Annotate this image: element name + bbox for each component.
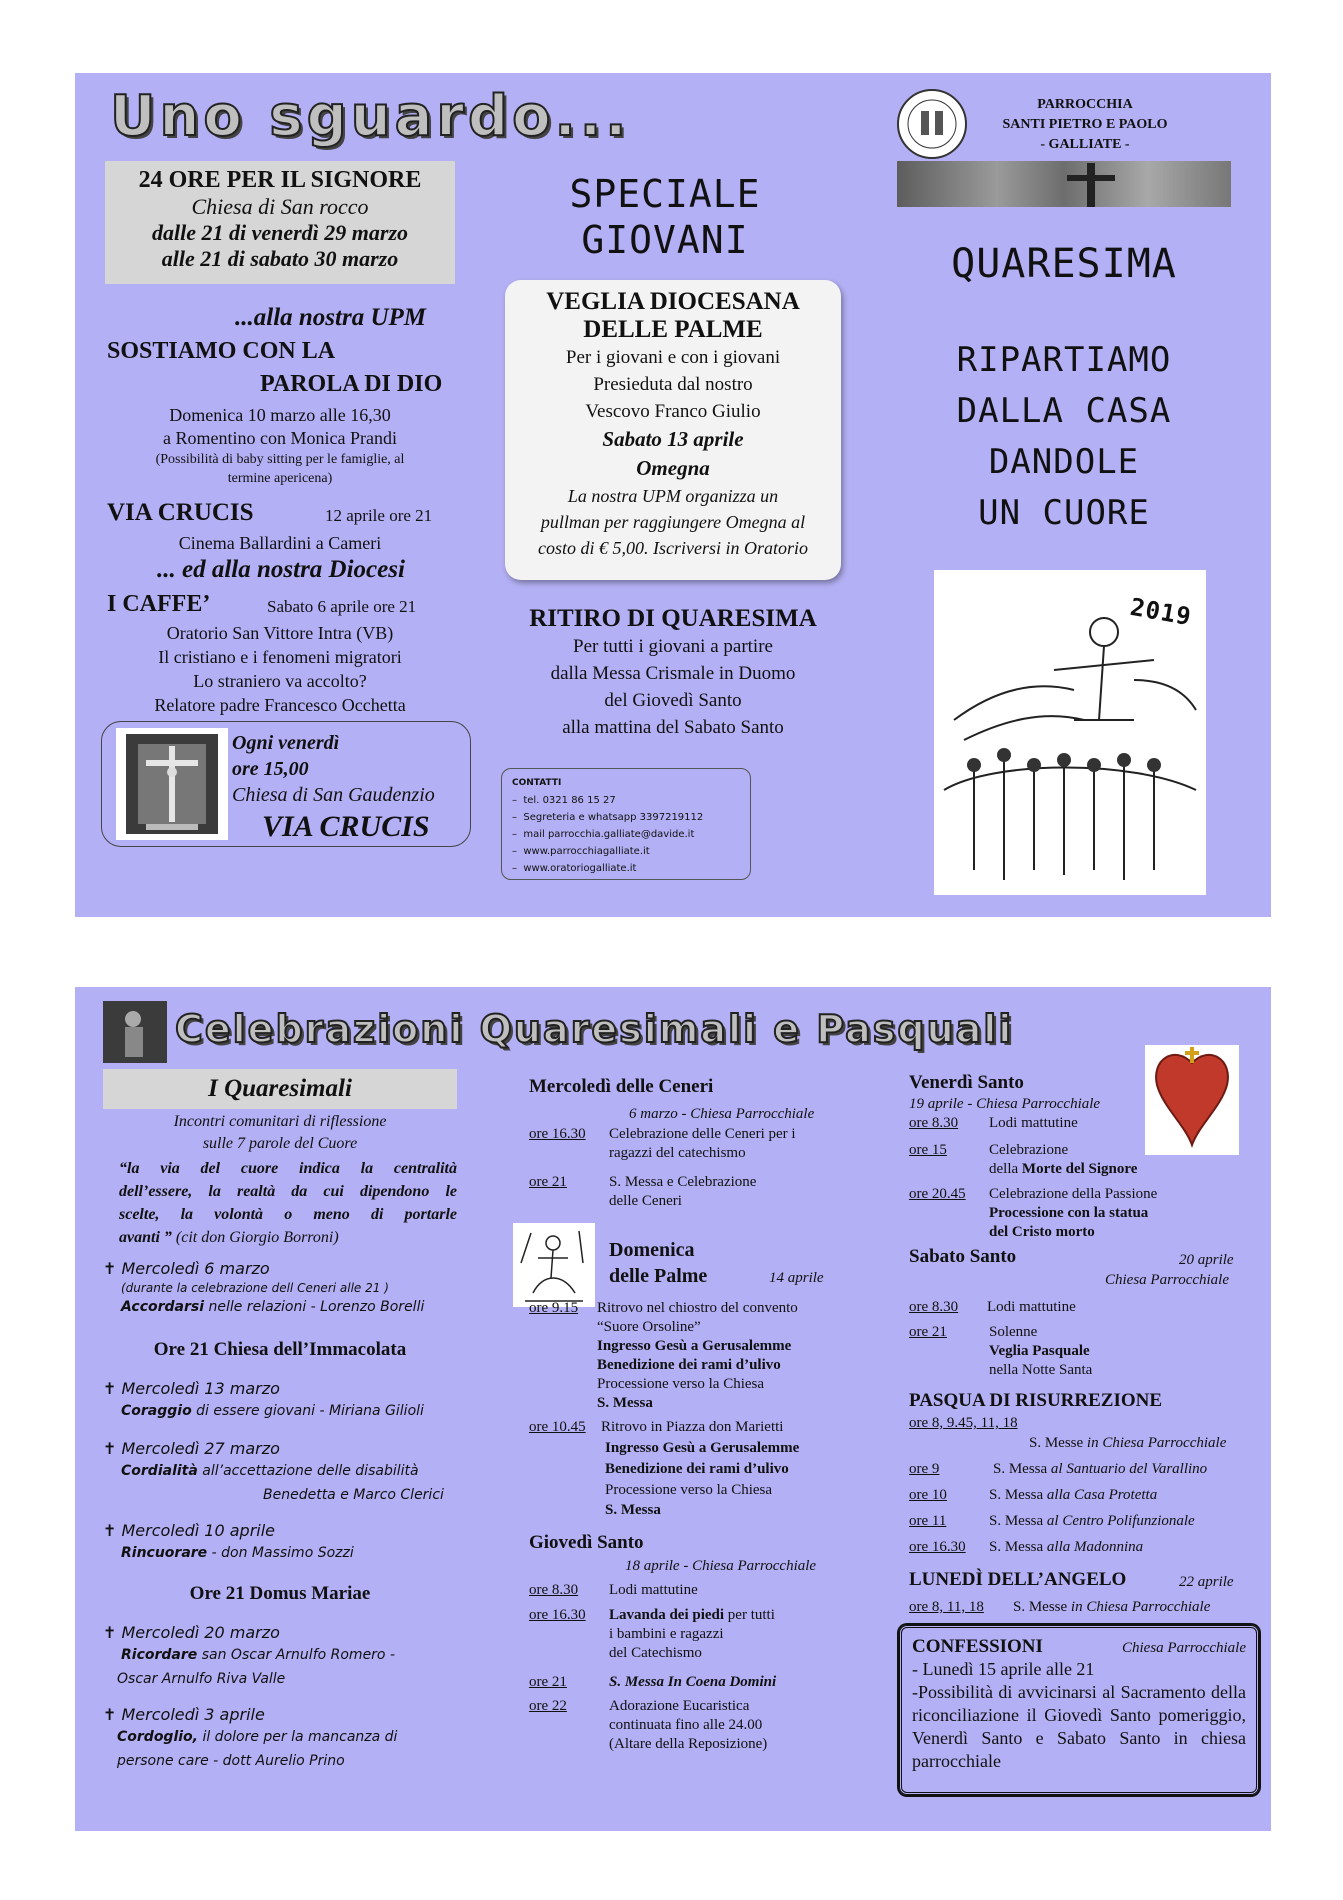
confessioni-line-1: - Lunedì 15 aprile alle 21 (912, 1659, 1095, 1679)
quaresimale-1-date-text: Mercoledì 6 marzo (121, 1259, 270, 1278)
pasqua-4-desc (989, 1512, 1195, 1531)
veglia-heading-1: VEGLIA DIOCESANA (546, 288, 800, 315)
quote-citation: (cit don Giorgio Borroni) (175, 1229, 339, 1246)
giovedi-heading: Giovedì Santo (529, 1532, 644, 1553)
quaresimale-2-keyword: Coraggio (121, 1403, 192, 1419)
giovedi-4-desc-2: continuata fino alle 24.00 (609, 1717, 763, 1733)
quaresimale-3-keyword: Cordialità (121, 1463, 198, 1479)
domus-mariae-heading: Ore 21 Domus Mariae (189, 1583, 371, 1604)
pasqua-3-time: ore 10 (909, 1487, 947, 1503)
quaresimale-2-date-text: Mercoledì 13 marzo (121, 1379, 280, 1398)
ceneri-1-desc-1: Celebrazione delle Ceneri per i (609, 1126, 796, 1142)
pasqua-5-desc (989, 1538, 1143, 1557)
confessioni-place: Chiesa Parrocchiale (1121, 1640, 1246, 1656)
immacolata-heading: Ore 21 Chiesa dell’Immacolata (153, 1339, 407, 1360)
contact-mail[interactable]: – mail parrocchia.galliate@davide.it (512, 829, 695, 840)
venerdi-line-2: ore 15,00 (232, 758, 309, 780)
quaresimale-1-keyword: Accordarsi (121, 1299, 205, 1315)
quaresimale-1-speaker: nelle relazioni - Lorenzo Borelli (204, 1299, 425, 1315)
quaresimale-2-topic (121, 1403, 424, 1419)
quaresimale-5-keyword: Ricordare (121, 1647, 198, 1663)
venerdi-santo-date: 19 aprile - Chiesa Parrocchiale (909, 1096, 1101, 1112)
sabato-santo-heading: Sabato Santo (909, 1246, 1017, 1267)
venerdi-line-1: Ogni venerdì (232, 732, 340, 754)
speciale-line-1: SPECIALE (569, 172, 761, 216)
parish-line-1: PARROCCHIA (1037, 97, 1133, 112)
palm-sunday-drawing (513, 1223, 595, 1307)
sostiamo-heading-2: PAROLA DI DIO (260, 371, 443, 397)
lunedi-1-desc (1013, 1598, 1210, 1617)
contact-website[interactable]: – www.parrocchiagalliate.it (512, 846, 650, 857)
quaresimale-1-note: (durante la celebrazione dell Ceneri alle 21 ) (121, 1281, 389, 1295)
quaresimale-5-date (103, 1623, 280, 1642)
cross-icon: ✝ (103, 1705, 122, 1724)
quaresimale-2-date (103, 1379, 280, 1398)
sacred-heart-image (1145, 1045, 1239, 1155)
giovedi-2-desc-2: i bambini e ragazzi (609, 1626, 724, 1642)
ventiquattro-ore-to: alle 21 di sabato 30 marzo (161, 246, 399, 271)
contact-phone-text: tel. 0321 86 15 27 (523, 795, 616, 806)
quaresimali-heading: I Quaresimali (103, 1069, 457, 1109)
pasqua-5-prefix: S. Messa (989, 1539, 1047, 1555)
palme-2-line-2: Ingresso Gesù a Gerusalemme (605, 1440, 800, 1456)
domenica-line-4: termine apericena) (227, 471, 333, 486)
palme-heading-2: delle Palme (609, 1265, 708, 1287)
parish-name (980, 95, 1190, 155)
quaresimale-4-topic (121, 1545, 354, 1561)
quaresimale-3-topic (121, 1463, 419, 1479)
parish-seal (897, 89, 967, 159)
cinema-line: Cinema Ballardini a Cameri (178, 533, 382, 553)
palme-2-line-1: Ritrovo in Piazza don Marietti (601, 1419, 784, 1435)
christ-thumbnail (103, 1001, 167, 1063)
palme-1-line-4: Benedizione dei rami d’ulivo (597, 1357, 781, 1373)
celebrazioni-title: Celebrazioni Quaresimali e Pasquali (175, 1007, 1014, 1051)
pasqua-4-prefix: S. Messa (989, 1513, 1047, 1529)
ritiro-line-4: alla mattina del Sabato Santo (562, 717, 784, 738)
via-crucis-heading: VIA CRUCIS (107, 499, 254, 526)
pasqua-2-time: ore 9 (909, 1461, 940, 1477)
ceneri-1-desc-2: ragazzi del catechismo (609, 1145, 746, 1161)
cross-icon: ✝ (103, 1439, 122, 1458)
cross-icon: ✝ (103, 1623, 122, 1642)
quaresimali-quote (119, 1157, 457, 1249)
quaresimale-1-date (103, 1259, 270, 1278)
ritiro-section (495, 605, 851, 741)
venerdi-2-time: ore 15 (909, 1142, 947, 1158)
ritiro-line-2: dalla Messa Crismale in Duomo (550, 663, 796, 684)
veglia-line-3: Vescovo Franco Giulio (585, 401, 761, 422)
giovedi-1-time: ore 8.30 (529, 1582, 579, 1598)
palme-1-line-1: Ritrovo nel chiostro del convento (597, 1300, 798, 1316)
contact-phone: – tel. 0321 86 15 27 (512, 795, 616, 806)
pasqua-1-desc (1029, 1434, 1226, 1453)
parish-line-2: SANTI PIETRO E PAOLO (1002, 117, 1168, 132)
pasqua-2-prefix: S. Messa (993, 1461, 1051, 1477)
giovedi-2-desc-3: del Catechismo (609, 1645, 702, 1661)
pasqua-1-place: in Chiesa Parrocchiale (1086, 1435, 1227, 1451)
pasqua-3-place: alla Casa Protetta (1046, 1487, 1158, 1503)
parish-line-3: - GALLIATE - (1040, 137, 1130, 152)
venerdi-2-desc-1: Celebrazione (989, 1142, 1069, 1158)
ceneri-2-time: ore 21 (529, 1174, 567, 1190)
veglia-place: Omegna (636, 456, 710, 480)
quaresimale-4-date (103, 1521, 275, 1540)
quaresimale-6-theme: il dolore per la mancanza di (198, 1729, 398, 1745)
cross-icon: ✝ (103, 1259, 122, 1278)
sabato-1-desc: Lodi mattutine (987, 1299, 1076, 1315)
quaresimale-6-speaker: persone care - dott Aurelio Prino (117, 1753, 345, 1769)
crucifix-image (116, 728, 228, 840)
ceneri-date: 6 marzo - Chiesa Parrocchiale (629, 1106, 815, 1122)
diocesi-heading: ... ed alla nostra Diocesi (157, 556, 405, 583)
contact-oratorio-website-text[interactable]: www.oratoriogalliate.it (523, 863, 637, 874)
contact-website-text[interactable]: www.parrocchiagalliate.it (523, 846, 650, 857)
quaresima-title: QUARESIMA (951, 241, 1177, 287)
veglia-heading-2: DELLE PALME (583, 316, 763, 343)
sabato-2-time: ore 21 (909, 1324, 947, 1340)
ritiro-line-1: Per tutti i giovani a partire (573, 636, 773, 657)
contact-whatsapp: – Segreteria e whatsapp 3397219112 (512, 812, 704, 823)
confessioni-heading: CONFESSIONI (912, 1636, 1043, 1657)
quaresimale-3-date (103, 1439, 280, 1458)
pasqua-1-prefix: S. Messe (1029, 1435, 1087, 1451)
ventiquattro-ore-box (105, 161, 455, 284)
sabato-santo-place: Chiesa Parrocchiale (1105, 1272, 1230, 1288)
bottom-leaflet-panel (75, 987, 1271, 1831)
confessioni-line-2: -Possibilità di avvicinarsi al Sacramento della riconciliazione il Giovedì Santo pomeriggio, Venerdì Santo e Sabato Santo in chiesa parrocchiale (912, 1682, 1246, 1771)
ceneri-heading: Mercoledì delle Ceneri (529, 1076, 714, 1097)
contacts-heading: CONTATTI (512, 778, 562, 788)
ventiquattro-ore-from: dalle 21 di venerdì 29 marzo (151, 220, 409, 245)
venerdi-3-desc-1: Celebrazione della Passione (989, 1186, 1158, 1202)
ripartiamo-block (897, 335, 1231, 539)
quaresimali-intro-2: sulle 7 parole del Cuore (202, 1135, 358, 1152)
veglia-line-2: Presieduta dal nostro (593, 374, 753, 395)
palme-1-line-2: “Suore Orsoline” (597, 1319, 701, 1335)
palme-1-line-5: Processione verso la Chiesa (597, 1376, 765, 1392)
venerdi-line-4: VIA CRUCIS (262, 810, 430, 843)
palme-date: 14 aprile (769, 1270, 824, 1286)
lunedi-1-time: ore 8, 11, 18 (909, 1599, 984, 1615)
giovedi-date: 18 aprile - Chiesa Parrocchiale (625, 1558, 817, 1574)
venerdi-3-desc-3: del Cristo morto (989, 1224, 1095, 1240)
lavanda-rest: per tutti (724, 1607, 775, 1623)
veglia-date: Sabato 13 aprile (602, 427, 744, 451)
quote-line-4: avanti ” (119, 1229, 172, 1246)
ripartiamo-line-4: UN CUORE (978, 493, 1150, 533)
quaresimale-5-date-text: Mercoledì 20 marzo (121, 1623, 280, 1642)
caffe-line-3: Lo straniero va accolto? (193, 671, 367, 691)
speciale-line-2: GIOVANI (581, 218, 749, 262)
contact-whatsapp-text: Segreteria e whatsapp 3397219112 (523, 812, 704, 823)
caffe-line-1: Oratorio San Vittore Intra (VB) (166, 623, 394, 643)
contacts-box (501, 768, 751, 880)
palme-1-time: ore 9.15 (529, 1300, 579, 1316)
sabato-2-desc-2: Veglia Pasquale (989, 1343, 1090, 1359)
ceneri-1-time: ore 16.30 (529, 1126, 586, 1142)
year-label: 2019 (1128, 592, 1194, 632)
venerdi-3-time: ore 20.45 (909, 1186, 966, 1202)
giovedi-4-time: ore 22 (529, 1698, 567, 1714)
quaresimale-4-keyword: Rincuorare (121, 1545, 208, 1561)
venerdi-2-highlight: Morte del Signore (1021, 1161, 1138, 1177)
venerdi-line-3: Chiesa di San Gaudenzio (232, 784, 435, 806)
veglia-box (505, 280, 841, 580)
caffe-heading: I CAFFE’ (107, 591, 211, 617)
via-crucis-date: 12 aprile ore 21 (325, 506, 433, 525)
lunedi-1-place: in Chiesa Parrocchiale (1070, 1599, 1211, 1615)
pasqua-3-prefix: S. Messa (989, 1487, 1047, 1503)
venerdi-2-prefix: della (989, 1161, 1022, 1177)
quaresimale-6-date (103, 1705, 265, 1724)
ritiro-line-3: del Giovedì Santo (604, 690, 742, 711)
quaresimale-4-date-text: Mercoledì 10 aprile (121, 1521, 276, 1540)
pasqua-4-place: al Centro Polifunzionale (1046, 1513, 1195, 1529)
confessioni-box (899, 1625, 1259, 1795)
palme-2-line-4: Processione verso la Chiesa (605, 1482, 773, 1498)
domenica-line-1: Domenica 10 marzo alle 16,30 (169, 405, 391, 425)
quaresimale-2-speaker: di essere giovani - Miriana Gilioli (191, 1403, 424, 1419)
quaresimale-5-topic (121, 1647, 395, 1663)
schedule-col-right (909, 1071, 1259, 1811)
quote-line-2: dell’essere, la realtà da cui dipendono le (119, 1183, 457, 1200)
risen-christ-drawing (934, 570, 1206, 895)
lavanda-keyword: Lavanda dei piedi (609, 1607, 725, 1623)
venerdi-1-time: ore 8.30 (909, 1115, 959, 1131)
quaresimale-4-speaker: - don Massimo Sozzi (207, 1545, 354, 1561)
palme-2-line-5: S. Messa (605, 1502, 661, 1518)
schedule-col-middle (529, 1077, 929, 1817)
contact-oratorio-website[interactable]: – www.oratoriogalliate.it (512, 863, 637, 874)
cross-icon: ✝ (103, 1379, 122, 1398)
giovedi-3-time: ore 21 (529, 1674, 567, 1690)
giovedi-3-desc: S. Messa In Coena Domini (609, 1674, 777, 1690)
veglia-note-2: pullman per raggiungere Omegna al (540, 512, 806, 532)
veglia-line-1: Per i giovani e con i giovani (565, 347, 781, 368)
quaresimale-5-speaker: Oscar Arnulfo Riva Valle (117, 1671, 286, 1687)
quaresimale-3-date-text: Mercoledì 27 marzo (121, 1439, 280, 1458)
pasqua-heading: PASQUA DI RISURREZIONE (909, 1390, 1163, 1411)
venerdi-1-desc: Lodi mattutine (989, 1115, 1078, 1131)
giovedi-2-time: ore 16.30 (529, 1607, 586, 1623)
quaresimale-5-theme: san Oscar Arnulfo Romero - (197, 1647, 396, 1663)
cross-icon: ✝ (103, 1521, 122, 1540)
ceneri-2-desc-2: delle Ceneri (609, 1193, 682, 1209)
ripartiamo-line-1: RIPARTIAMO (956, 340, 1172, 380)
giovedi-1-desc: Lodi mattutine (609, 1582, 698, 1598)
sostiamo-heading-1: SOSTIAMO CON LA (107, 338, 336, 364)
sabato-1-time: ore 8.30 (909, 1299, 959, 1315)
domenica-line-3: (Possibilità di baby sitting per le famiglie, al (155, 452, 405, 467)
sabato-santo-date: 20 aprile (1179, 1252, 1234, 1268)
palme-heading-1: Domenica (609, 1239, 695, 1261)
ventiquattro-ore-heading: 24 ORE PER IL SIGNORE (138, 167, 422, 193)
ripartiamo-line-3: DANDOLE (988, 442, 1140, 482)
ripartiamo-line-2: DALLA CASA (956, 391, 1172, 431)
sabato-2-desc-3: nella Notte Santa (989, 1362, 1093, 1378)
pasqua-4-time: ore 11 (909, 1513, 947, 1529)
pasqua-1-time: ore 8, 9.45, 11, 18 (909, 1415, 1018, 1431)
domenica-line-2: a Romentino con Monica Prandi (163, 428, 397, 448)
quaresimale-3-speaker: Benedetta e Marco Clerici (263, 1487, 444, 1503)
venerdi-3-desc-2: Processione con la statua (989, 1205, 1149, 1221)
giovedi-4-desc-3: (Altare della Reposizione) (609, 1736, 768, 1752)
veglia-note-3: costo di € 5,00. Iscriversi in Oratorio (538, 538, 808, 558)
quote-line-3: scelte, la volontà o meno di portarle (119, 1206, 457, 1223)
palme-2-time: ore 10.45 (529, 1419, 586, 1435)
cross-banner-image (897, 161, 1231, 207)
quaresimale-6-topic (117, 1729, 397, 1745)
speciale-heading (515, 171, 815, 263)
venerdi-santo-heading: Venerdì Santo (909, 1072, 1024, 1093)
pasqua-5-time: ore 16.30 (909, 1539, 966, 1555)
giovedi-2-desc-1 (609, 1606, 775, 1625)
caffe-line-2: Il cristiano e i fenomeni migratori (158, 647, 402, 667)
uno-sguardo-title: Uno sguardo... (110, 84, 631, 149)
palme-2-line-3: Benedizione dei rami d’ulivo (605, 1461, 789, 1477)
ritiro-heading: RITIRO DI QUARESIMA (529, 605, 817, 632)
ventiquattro-ore-place: Chiesa di San rocco (191, 194, 369, 219)
sabato-2-desc-1: Solenne (989, 1324, 1038, 1340)
upm-heading: ...alla nostra UPM (235, 304, 427, 331)
quote-line-1: “la via del cuore indica la centralità (119, 1160, 457, 1177)
caffe-line-4: Relatore padre Francesco Occhetta (154, 695, 406, 715)
pasqua-5-place: alla Madonnina (1046, 1539, 1144, 1555)
palme-1-line-6: S. Messa (597, 1395, 653, 1411)
ceneri-2-desc-1: S. Messa e Celebrazione (609, 1174, 757, 1190)
veglia-note-1: La nostra UPM organizza un (567, 486, 779, 506)
pasqua-2-desc (993, 1460, 1207, 1479)
pasqua-2-place: al Santuario del Varallino (1050, 1461, 1208, 1477)
lunedi-1-prefix: S. Messe (1013, 1599, 1071, 1615)
venerdi-via-crucis-box (101, 721, 471, 847)
caffe-date: Sabato 6 aprile ore 21 (267, 597, 417, 616)
palme-1-line-3: Ingresso Gesù a Gerusalemme (597, 1338, 792, 1354)
quaresimale-6-date-text: Mercoledì 3 aprile (121, 1705, 265, 1724)
quaresimale-3-theme: all’accettazione delle disabilità (197, 1463, 419, 1479)
venerdi-2-desc-2 (989, 1160, 1137, 1179)
top-leaflet-panel (75, 73, 1271, 917)
lunedi-angelo-date: 22 aprile (1179, 1574, 1234, 1590)
pasqua-3-desc (989, 1486, 1157, 1505)
quaresimali-intro-1: Incontri comunitari di riflessione (173, 1113, 387, 1130)
giovedi-4-desc-1: Adorazione Eucaristica (609, 1698, 750, 1714)
lunedi-angelo-heading: LUNEDÌ DELL’ANGELO (909, 1569, 1127, 1590)
quaresimale-6-keyword: Cordoglio, (117, 1729, 198, 1745)
quaresimale-1-topic (121, 1299, 424, 1315)
contact-mail-text[interactable]: mail parrocchia.galliate@davide.it (523, 829, 695, 840)
